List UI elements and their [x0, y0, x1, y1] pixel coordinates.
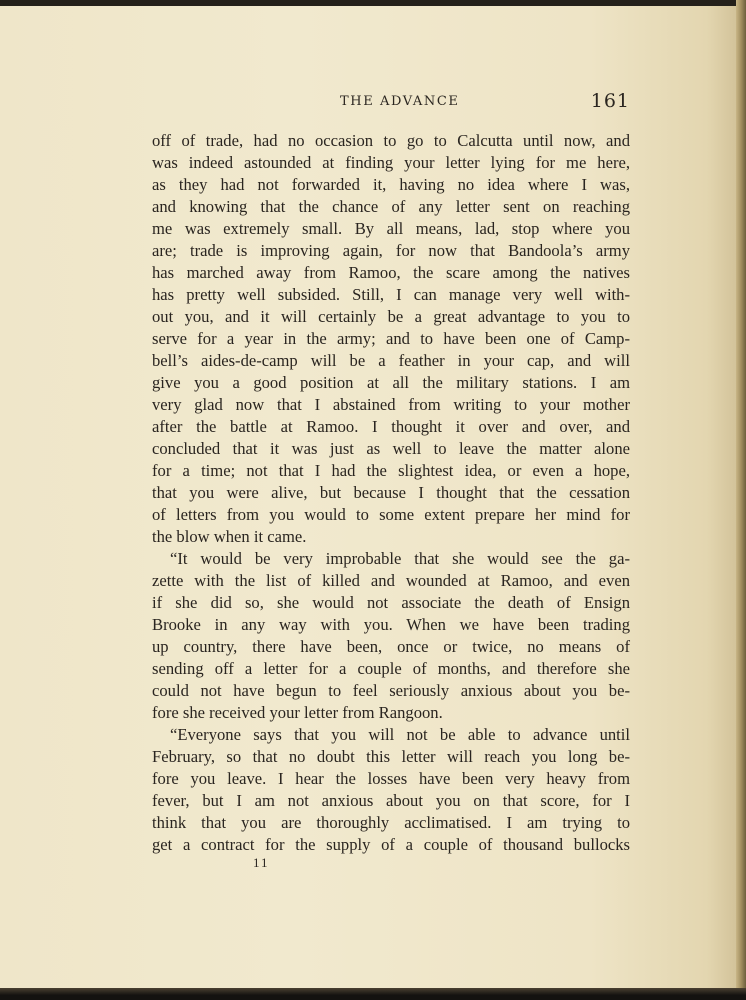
text-line: that you were alive, but because I thought that the cessation [152, 483, 630, 502]
page-bottom-edge [0, 988, 746, 1000]
text-line: was indeed astounded at finding your letter lying for me here, [152, 153, 630, 172]
text-line: me was extremely small. By all means, lad, stop where you [152, 219, 630, 238]
text-line: fever, but I am not anxious about you on that score, for I [152, 791, 630, 810]
page-header [152, 92, 630, 114]
body-text [152, 130, 630, 856]
text-line: has marched away from Ramoo, the scare among the natives [152, 263, 630, 282]
text-line: bell’s aides-de-camp will be a feather in your cap, and will [152, 351, 630, 370]
text-line: are; trade is improving again, for now that Bandoola’s army [152, 241, 630, 260]
text-line: up country, there have been, once or twice, no means of [152, 637, 630, 656]
text-line: as they had not forwarded it, having no idea where I was, [152, 175, 630, 194]
text-line: of letters from you would to some extent prepare her mind for [152, 505, 630, 524]
text-line: fore she received your letter from Rangoon. [152, 703, 443, 722]
signature-mark: 11 [253, 855, 270, 870]
text-line: out you, and it will certainly be a great advantage to you to [152, 307, 630, 326]
page-number: 161 [590, 90, 630, 112]
text-line: serve for a year in the army; and to have been one of Camp- [152, 329, 630, 348]
text-line: could not have begun to feel seriously anxious about you be- [152, 681, 630, 700]
running-title: THE ADVANCE [340, 94, 460, 109]
text-line: zette with the list of killed and wounded at Ramoo, and even [152, 571, 630, 590]
text-line: give you a good position at all the military stations. I am [152, 373, 630, 392]
text-line: get a contract for the supply of a couple of thousand bullocks [152, 835, 630, 854]
text-line: Brooke in any way with you. When we have been trading [152, 615, 630, 634]
page-right-edge [736, 0, 746, 1000]
text-line: off of trade, had no occasion to go to Calcutta until now, and [152, 131, 630, 150]
text-line: the blow when it came. [152, 527, 307, 546]
text-line: think that you are thoroughly acclimatised. I am trying to [152, 813, 630, 832]
text-line: February, so that no doubt this letter will reach you long be- [152, 747, 630, 766]
text-line: concluded that it was just as well to leave the matter alone [152, 439, 630, 458]
text-line: “Everyone says that you will not be able to advance until [170, 725, 630, 744]
text-line: and knowing that the chance of any letter sent on reaching [152, 197, 630, 216]
text-line: after the battle at Ramoo. I thought it over and over, and [152, 417, 630, 436]
text-line: sending off a letter for a couple of months, and therefore she [152, 659, 630, 678]
text-line: has pretty well subsided. Still, I can manage very well with- [152, 285, 630, 304]
text-line: for a time; not that I had the slightest idea, or even a hope, [152, 461, 630, 480]
text-line: if she did so, she would not associate the death of Ensign [152, 593, 630, 612]
text-line: fore you leave. I hear the losses have been very heavy from [152, 769, 630, 788]
text-line: “It would be very improbable that she would see the ga- [170, 549, 630, 568]
text-line: very glad now that I abstained from writing to your mother [152, 395, 630, 414]
